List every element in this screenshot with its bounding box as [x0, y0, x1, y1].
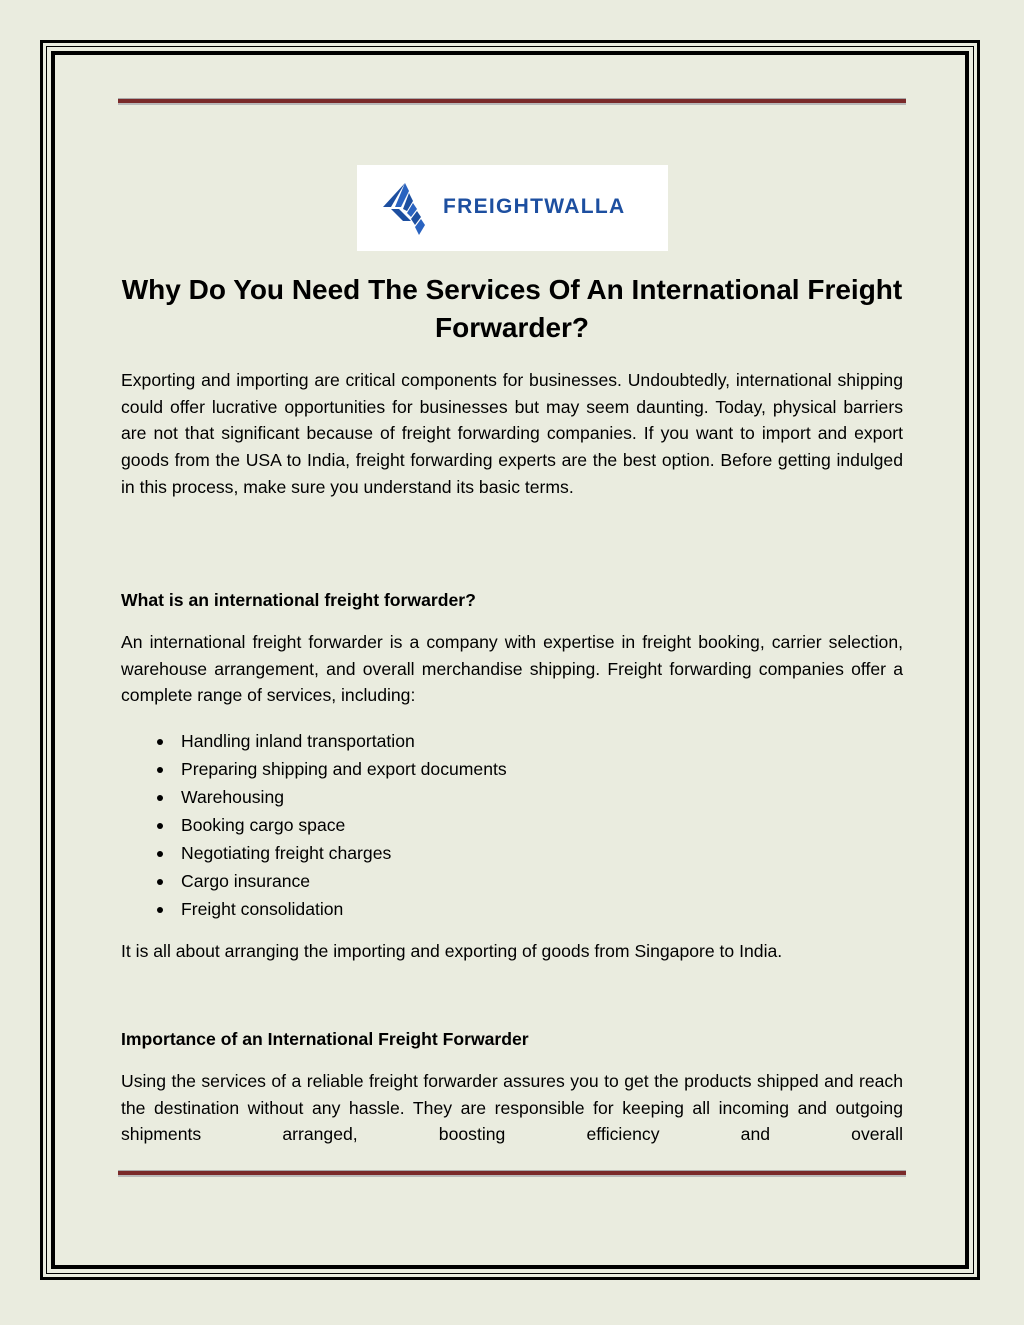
section-body-what-is: An international freight forwarder is a company with expertise in freight booking, carrier selection, warehouse arrangement, and overall merchandise shipping. Freight forwarding companies offer a complete range of services, including:	[121, 632, 903, 706]
section-closing-what-is: It is all about arranging the importing and exporting of goods from Singapore to India.	[121, 941, 783, 961]
bottom-divider	[118, 1170, 906, 1177]
page-title: Why Do You Need The Services Of An International Freight Forwarder?	[121, 274, 903, 343]
bullet-icon	[157, 851, 163, 857]
list-item: Handling inland transportation	[121, 727, 821, 755]
list-item: Booking cargo space	[121, 811, 821, 839]
freightwalla-logo-icon	[381, 181, 433, 237]
top-divider	[118, 98, 906, 105]
list-item: Cargo insurance	[121, 867, 821, 895]
bullet-icon	[157, 795, 163, 801]
list-item: Preparing shipping and export documents	[121, 755, 821, 783]
bullet-icon	[157, 879, 163, 885]
list-item: Warehousing	[121, 783, 821, 811]
bullet-icon	[157, 907, 163, 913]
freightwalla-logo	[357, 165, 668, 251]
list-item: Freight consolidation	[121, 895, 821, 923]
services-list	[121, 727, 821, 923]
list-item: Negotiating freight charges	[121, 839, 821, 867]
section-heading-what-is: What is an international freight forwarder?	[121, 590, 476, 610]
bullet-icon	[157, 739, 163, 745]
freightwalla-logo-text: FREIGHTWALLA	[443, 195, 626, 218]
intro-paragraph: Exporting and importing are critical components for businesses. Undoubtedly, international shipping could offer lucrative opportunities for businesses but may seem daunting. Today, physical barriers are not that significant because of freight forwarding companies. If you want to import and export goods from the USA to India, freight forwarding experts are the best option. Before getting indulged in this process, make sure you understand its basic terms.	[121, 370, 903, 497]
section-heading-importance: Importance of an International Freight Forwarder	[121, 1029, 529, 1049]
bullet-icon	[157, 767, 163, 773]
section-body-importance: Using the services of a reliable freight forwarder assures you to get the products shipped and reach the destination without any hassle. They are responsible for keeping all incoming and outgoing shipments arranged, boosting efficiency and overall	[121, 1071, 903, 1145]
bullet-icon	[157, 823, 163, 829]
